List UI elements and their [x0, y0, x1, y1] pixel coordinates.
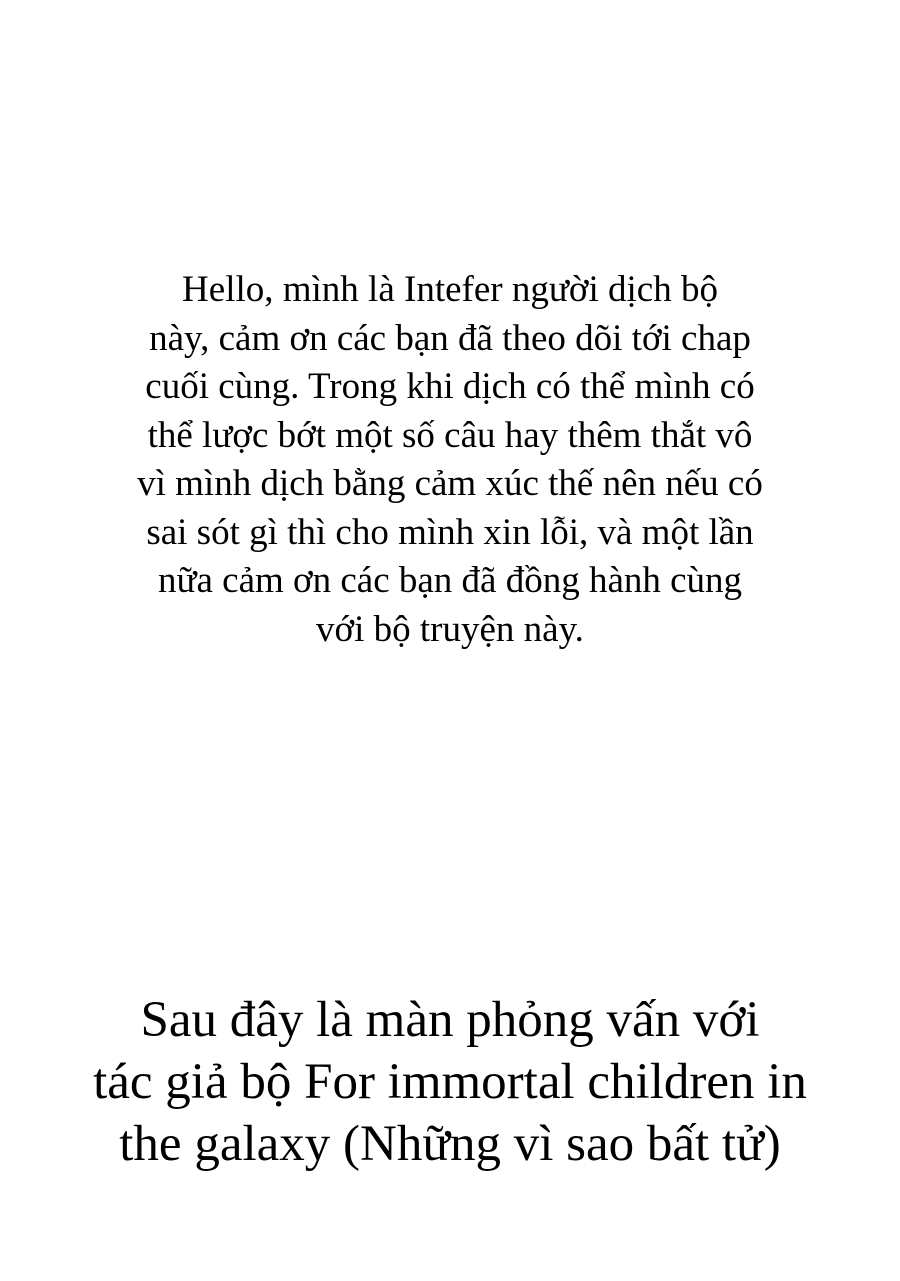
note-line: với bộ truyện này.	[316, 608, 584, 650]
translator-note	[80, 266, 820, 654]
note-line: sai sót gì thì cho mình xin lỗi, và một lần	[146, 511, 754, 553]
heading-line: tác giả bộ For immortal children in	[93, 1054, 807, 1110]
note-line: cuối cùng. Trong khi dịch có thể mình có	[145, 366, 755, 407]
note-line: thể lược bớt một số câu hay thêm thắt vô	[147, 414, 753, 456]
heading-line: Sau đây là màn phỏng vấn với	[140, 992, 760, 1048]
note-line: vì mình dịch bằng cảm xúc thế nên nếu có	[137, 463, 763, 504]
note-line: Hello, mình là Intefer người dịch bộ	[182, 269, 718, 310]
heading-line: the galaxy (Những vì sao bất tử)	[119, 1116, 781, 1172]
interview-heading	[30, 989, 870, 1175]
note-line: nữa cảm ơn các bạn đã đồng hành cùng	[157, 560, 743, 601]
note-line: này, cảm ơn các bạn đã theo dõi tới chap	[149, 317, 751, 359]
